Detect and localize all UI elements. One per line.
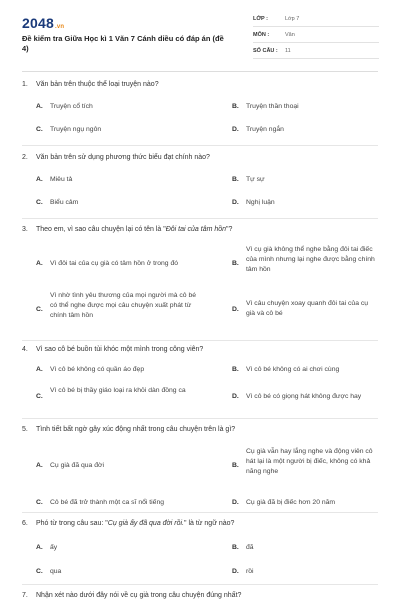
question-divider — [22, 512, 378, 513]
question-number: 4. — [22, 346, 28, 353]
site-logo[interactable] — [22, 14, 64, 33]
option-letter: A. — [36, 103, 43, 110]
question-text: Văn bản trên sử dụng phương thức biểu đạt chính nào? — [36, 154, 210, 161]
option-text: Truyện thần thoại — [246, 103, 299, 110]
question-text — [36, 225, 376, 234]
option-letter: D. — [232, 306, 239, 313]
option-letter: C. — [36, 393, 43, 400]
option-text: đã — [246, 544, 254, 551]
question-4 — [22, 345, 378, 417]
logo-text: 2048 — [22, 15, 54, 31]
option-letter: D. — [232, 499, 239, 506]
question-quote: Đôi tai của tâm hồn — [165, 226, 227, 233]
question-text-part: " là từ ngữ nào? — [184, 520, 235, 527]
option-letter: D. — [232, 199, 239, 206]
option-letter: C. — [36, 568, 43, 575]
option-text: Vì câu chuyện xoay quanh đôi tai của cụ già và cô bé — [246, 300, 369, 318]
option-letter: B. — [232, 462, 239, 469]
question-number: 6. — [22, 520, 28, 527]
option-letter: D. — [232, 393, 239, 400]
option-text: ấy — [50, 544, 58, 551]
option-text: Cụ già đã qua đời — [50, 462, 104, 469]
question-1 — [22, 80, 378, 142]
option-text: Truyện ngụ ngôn — [50, 126, 102, 133]
option-letter: A. — [36, 462, 43, 469]
header-divider — [22, 71, 378, 72]
option-text: Truyện ngắn — [246, 126, 284, 133]
question-number: 7. — [22, 592, 28, 599]
question-text: Vì sao cô bé buồn tủi khóc một mình trong công viên? — [36, 346, 204, 353]
logo-suffix: .vn — [54, 24, 65, 30]
question-3 — [22, 225, 378, 342]
option-letter: C. — [36, 499, 43, 506]
option-letter: D. — [232, 126, 239, 133]
question-7 — [22, 591, 378, 600]
question-text: Tình tiết bất ngờ gây xúc động nhất trong câu chuyện trên là gì? — [36, 426, 236, 433]
question-number: 3. — [22, 226, 28, 233]
option-letter: A. — [36, 176, 43, 183]
question-text-part: Phó từ trong câu sau: " — [36, 520, 108, 527]
option-letter: B. — [232, 103, 239, 110]
option-letter: C. — [36, 199, 43, 206]
option-letter: B. — [232, 544, 239, 551]
option-letter: D. — [232, 568, 239, 575]
question-divider — [22, 584, 378, 585]
question-divider — [22, 218, 378, 219]
question-text-part: Theo em, vì sao câu chuyện lại có tên là " — [36, 226, 166, 233]
question-number: 5. — [22, 426, 28, 433]
option-text: Vì cô bé không có ai chơi cùng — [246, 366, 340, 373]
question-divider — [22, 418, 378, 419]
option-text: Vì đôi tai của cụ già có tâm hồn ở trong đó — [50, 260, 179, 267]
question-text-part: "? — [226, 226, 233, 233]
meta-class-key: LỚP : — [253, 16, 268, 22]
meta-count-key: SỐ CÂU : — [253, 48, 278, 54]
option-text: Cụ già vẫn hay lắng nghe và động viên cô hát lại là một người bị điếc, không có khả năng nghe — [246, 448, 373, 476]
option-text: Miêu tả — [50, 176, 73, 183]
meta-subject-value: Văn — [285, 32, 295, 38]
question-5 — [22, 425, 378, 512]
question-2 — [22, 153, 378, 215]
question-number: 1. — [22, 81, 28, 88]
question-divider — [22, 145, 378, 146]
option-letter: C. — [36, 126, 43, 133]
option-letter: A. — [36, 366, 43, 373]
option-text: rồi — [246, 568, 254, 575]
option-text: Vì nhờ tình yêu thương của mọi người mà cô bé có thể nghe được mọi câu chuyện xuất phát từ chính tâm hồn — [50, 292, 197, 320]
option-text: Tự sự — [246, 176, 265, 183]
page-header — [0, 0, 400, 70]
meta-count-row — [253, 45, 379, 59]
meta-count-value: 11 — [285, 48, 291, 54]
option-letter: B. — [232, 260, 239, 267]
option-letter: B. — [232, 366, 239, 373]
option-text: Vì cô bé bị thầy giáo loại ra khỏi dàn đồng ca — [50, 387, 186, 394]
option-text: Cụ già đã bị điếc hơn 20 năm — [246, 499, 336, 506]
question-6 — [22, 519, 378, 581]
document-title: Đề kiểm tra Giữa Học kì 1 Văn 7 Cánh diều có đáp án (đề 4) — [22, 34, 224, 54]
option-text: Nghị luận — [246, 199, 275, 206]
question-text — [36, 519, 376, 528]
option-letter: B. — [232, 176, 239, 183]
meta-class-row — [253, 13, 379, 27]
question-text: Văn bản trên thuộc thể loại truyện nào? — [36, 81, 159, 88]
option-letter: A. — [36, 260, 43, 267]
option-text: qua — [50, 568, 62, 575]
option-text: Truyện cổ tích — [50, 103, 93, 110]
question-divider — [22, 340, 378, 341]
question-quote: Cụ già ấy đã qua đời rồi. — [107, 520, 185, 527]
option-letter: C. — [36, 306, 43, 313]
option-text: Vì cụ già không thể nghe bằng đôi tai điếc của mình nhưng lại nghe được bằng chính tâm hồn — [246, 246, 375, 274]
option-text: Vì cô bé có giọng hát không được hay — [246, 393, 362, 400]
question-text: Nhận xét nào dưới đây nói về cụ già trong câu chuyện đúng nhất? — [36, 592, 242, 599]
option-letter: A. — [36, 544, 43, 551]
option-text: Biểu cảm — [50, 199, 79, 206]
meta-subject-row — [253, 29, 379, 43]
meta-subject-key: MÔN : — [253, 32, 270, 38]
option-text: Vì cô bé không có quần áo đẹp — [50, 366, 145, 373]
question-number: 2. — [22, 154, 28, 161]
option-text: Cô bé đã trở thành một ca sĩ nổi tiếng — [50, 499, 165, 506]
meta-class-value: Lớp 7 — [285, 16, 300, 22]
